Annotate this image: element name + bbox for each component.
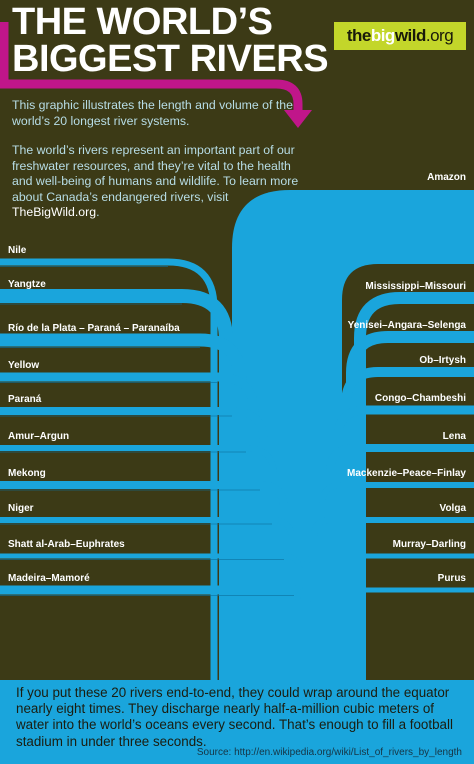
river-label-rio-de-la-plata-parana-paranaiba: Río de la Plata – Paraná – Paranaíba [8, 323, 180, 334]
river-label-volga: Volga [439, 503, 466, 514]
river-label-congo-chambeshi: Congo–Chambeshi [374, 393, 466, 404]
river-label-lena: Lena [442, 431, 466, 442]
river-label-mekong: Mekong [8, 468, 46, 479]
logo-text-wild: wild [394, 26, 426, 45]
footer-text: If you put these 20 rivers end-to-end, they could wrap around the equator nearly eight times. They discharge nearly half-a-million cubic meters of water into the world’s oceans every second. That’s enough to fill a football stadium in under three seconds. [16, 685, 453, 749]
river-label-amur-argun: Amur–Argun [8, 431, 70, 442]
river-label-amazon: Amazon [427, 172, 466, 183]
river-label-yellow: Yellow [8, 360, 40, 371]
river-label-niger: Niger [8, 503, 34, 514]
river-label-murray-darling: Murray–Darling [392, 539, 466, 550]
intro-paragraph-1: This graphic illustrates the length and volume of the world’s 20 longest river systems. [12, 98, 293, 128]
thebigwild-logo[interactable] [334, 22, 466, 50]
intro-period: . [96, 205, 100, 219]
river-label-shatt-al-arab-euphrates: Shatt al-Arab–Euphrates [8, 539, 125, 550]
river-label-purus: Purus [437, 573, 466, 584]
thebigwild-link[interactable]: TheBigWild.org [12, 205, 97, 219]
river-label-mackenzie-peace-finlay: Mackenzie–Peace–Finlay [347, 468, 466, 479]
intro-paragraph-2-text: The world’s rivers represent an important part of our freshwater resources, and they’re vital to the health and well-being of humans and wildlife. To learn more about Canada’s endangered rivers, visit [12, 143, 299, 204]
river-rio-de-la-plata-parana-paranaiba-band [0, 340, 240, 680]
river-label-mississippi-missouri: Mississippi–Missouri [365, 281, 466, 292]
title-line-1: THE WORLD’S [12, 1, 273, 43]
logo-text-the: the [346, 26, 371, 45]
river-label-yangtze: Yangtze [8, 279, 46, 290]
river-label-ob-irtysh: Ob–Irtysh [419, 355, 466, 366]
logo-text-org: .org [425, 26, 454, 45]
page-title [12, 1, 329, 80]
logo-text-big: big [370, 26, 395, 45]
source-citation[interactable]: Source: http://en.wikipedia.org/wiki/List_of_rivers_by_length [196, 747, 462, 758]
river-label-madeira-mamore: Madeira–Mamoré [8, 573, 90, 584]
river-label-parana: Paraná [8, 394, 42, 405]
title-line-2: BIGGEST RIVERS [12, 38, 329, 80]
intro-paragraph-2 [12, 143, 312, 221]
river-label-nile: Nile [8, 245, 27, 256]
river-label-yenisei-angara-selenga: Yenisei–Angara–Selenga [347, 320, 466, 331]
